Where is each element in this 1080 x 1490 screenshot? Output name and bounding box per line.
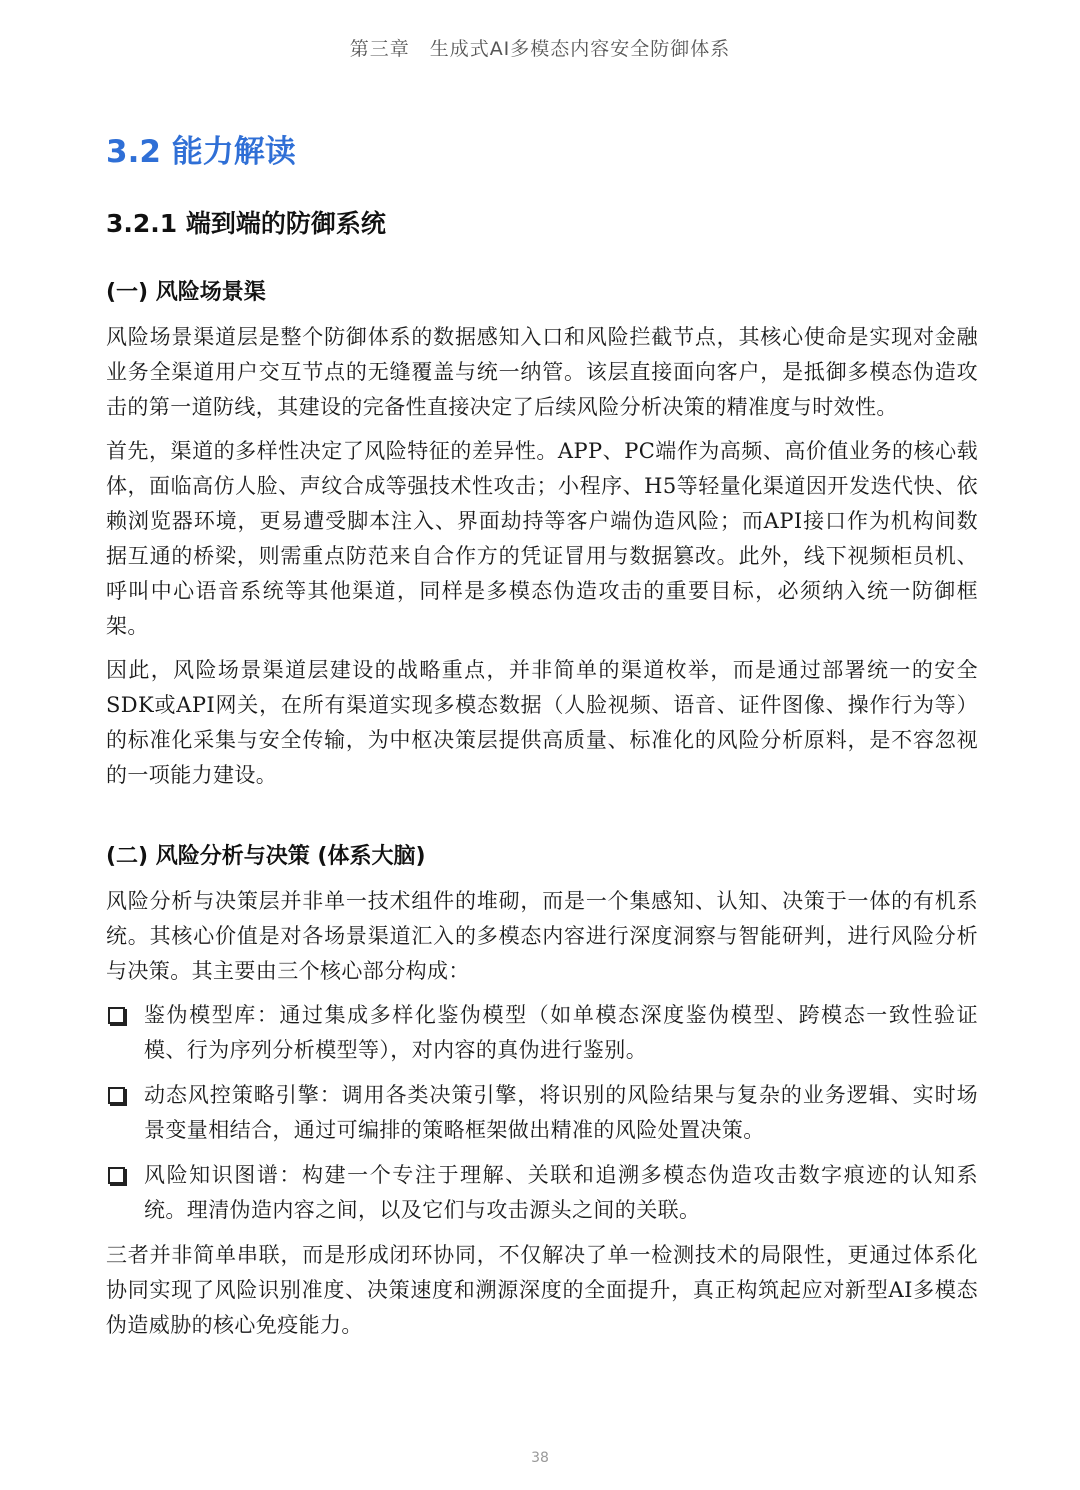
part1-paragraph-1: 风险场景渠道层是整个防御体系的数据感知入口和风险拦截节点，其核心使命是实现对金融业务全渠道用户交互节点的无缝覆盖与统一纳管。该层直接面向客户，是抵御多模态伪造攻击的第一道防线，其建设的完备性直接决定了后续风险分析决策的精准度与时效性。	[106, 325, 978, 419]
part2-intro: 风险分析与决策层并非单一技术组件的堆砌，而是一个集感知、认知、决策于一体的有机系统。其核心价值是对各场景渠道汇入的多模态内容进行深度洞察与智能研判，进行风险分析与决策。其主要由三个核心部分构成：	[106, 889, 978, 983]
subsection-title: 3.2.1 端到端的防御系统	[106, 209, 386, 238]
section-title: 3.2 能力解读	[106, 134, 296, 170]
list-item	[106, 1078, 978, 1148]
part2-heading: (二) 风险分析与决策 (体系大脑)	[106, 844, 426, 869]
component-list	[106, 998, 978, 1228]
checkbox-bullet-icon	[108, 1007, 125, 1024]
page-number: 38	[531, 1450, 549, 1466]
list-item	[106, 1158, 978, 1228]
list-item-text: 鉴伪模型库：通过集成多样化鉴伪模型（如单模态深度鉴伪模型、跨模态一致性验证模、行为序列分析模型等），对内容的真伪进行鉴别。	[144, 1003, 978, 1062]
part1-paragraph-2: 首先，渠道的多样性决定了风险特征的差异性。APP、PC端作为高频、高价值业务的核心载体，面临高仿人脸、声纹合成等强技术性攻击；小程序、H5等轻量化渠道因开发迭代快、依赖浏览器环境，更易遭受脚本注入、界面劫持等客户端伪造风险；而API接口作为机构间数据互通的桥梁，则需重点防范来自合作方的凭证冒用与数据篡改。此外，线下视频柜员机、呼叫中心语音系统等其他渠道，同样是多模态伪造攻击的重要目标，必须纳入统一防御框架。	[106, 439, 978, 638]
part2-conclusion: 三者并非简单串联，而是形成闭环协同，不仅解决了单一检测技术的局限性，更通过体系化协同实现了风险识别准度、决策速度和溯源深度的全面提升，真正构筑起应对新型AI多模态伪造威胁的核心免疫能力。	[106, 1243, 978, 1337]
part1-paragraph-3: 因此，风险场景渠道层建设的战略重点，并非简单的渠道枚举，而是通过部署统一的安全SDK或API网关，在所有渠道实现多模态数据（人脸视频、语音、证件图像、操作行为等）的标准化采集与安全传输，为中枢决策层提供高质量、标准化的风险分析原料，是不容忽视的一项能力建设。	[106, 658, 978, 787]
running-header: 第三章 生成式AI多模态内容安全防御体系	[349, 38, 731, 60]
checkbox-bullet-icon	[108, 1167, 125, 1184]
part1-heading: (一) 风险场景渠	[106, 280, 266, 305]
checkbox-bullet-icon	[108, 1087, 125, 1104]
list-item-text: 风险知识图谱：构建一个专注于理解、关联和追溯多模态伪造攻击数字痕迹的认知系统。理清伪造内容之间，以及它们与攻击源头之间的关联。	[144, 1163, 978, 1222]
page-content	[106, 128, 978, 1352]
list-item-text: 动态风控策略引擎：调用各类决策引擎，将识别的风险结果与复杂的业务逻辑、实时场景变量相结合，通过可编排的策略框架做出精准的风险处置决策。	[144, 1083, 978, 1142]
section-spacer	[106, 802, 978, 838]
list-item	[106, 998, 978, 1068]
